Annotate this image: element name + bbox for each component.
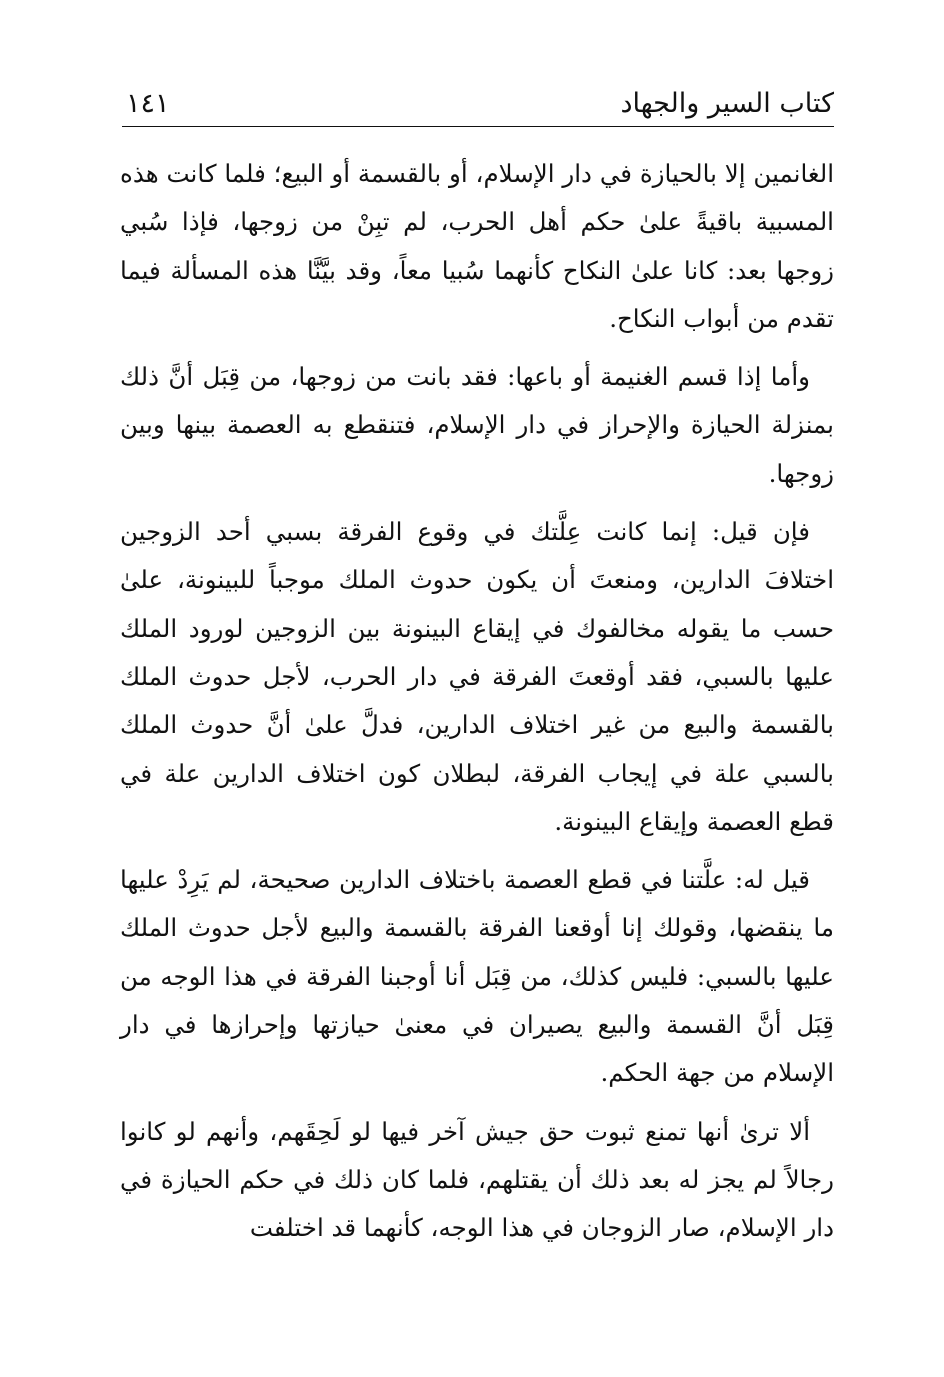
header-rule — [122, 126, 834, 127]
paragraph: ألا ترىٰ أنها تمنع ثبوت حق جيش آخر فيها لو لَحِقَهم، وأنهم لو كانوا رجالاً لم يجز له بعد ذلك أن يقتلهم، فلما كان ذلك في حكم الحيازة في دار الإسلام، صار الزوجان في هذا الوجه، كأنهما قد اختلفت — [120, 1116, 834, 1243]
page-number: ١٤١ — [126, 88, 170, 119]
header-title: كتاب السير والجهاد — [620, 88, 834, 119]
paragraph: الغانمين إلا بالحيازة في دار الإسلام، أو بالقسمة أو البيع؛ فلما كانت هذه المسبية باقيةً علىٰ حكم أهل الحرب، لم تبِنْ من زوجها، فإذا سُبي زوجها بعد: كانا علىٰ النكاح كأنهما سُبيا معاً، وقد بيَّنَّا هذه المسألة فيما تقدم من أبواب النكاح. — [120, 159, 834, 333]
paragraph: وأما إذا قسم الغنيمة أو باعها: فقد بانت من زوجها، من قِبَل أنَّ ذلك بمنزلة الحيازة والإحراز في دار الإسلام، فتنقطع به العصمة بينها وبين زوجها. — [120, 362, 834, 488]
paragraph: فإن قيل: إنما كانت عِلَّتك في وقوع الفرقة بسبي أحد الزوجين اختلافَ الدارين، ومنعتَ أن يكون حدوث الملك موجباً للبينونة، علىٰ حسب ما يقوله مخالفوك في إيقاع البينونة بين الزوجين لورود الملك عليها بالسبي، فقد أوقعتَ الفرقة في دار الحرب، لأجل حدوث الملك بالقسمة والبيع من غير اختلاف الدارين، فدلَّ علىٰ أنَّ حدوث الملك بالسبي علة في إيجاب الفرقة، لبطلان كون اختلاف الدارين علة في قطع العصمة وإيقاع البينونة. — [120, 517, 834, 836]
body-text — [120, 150, 834, 1263]
running-header — [122, 84, 834, 126]
paragraph: قيل له: علَّتنا في قطع العصمة باختلاف الدارين صحيحة، لم يَرِدْ عليها ما ينقضها، وقولك إنا أوقعنا الفرقة بالقسمة والبيع لأجل حدوث الملك عليها بالسبي: فليس كذلك، من قِبَل أنا أوجبنا الفرقة في هذا الوجه من قِبَل أنَّ القسمة والبيع يصيران في معنىٰ حيازتها وإحرازها في دار الإسلام من جهة الحكم. — [120, 865, 834, 1088]
